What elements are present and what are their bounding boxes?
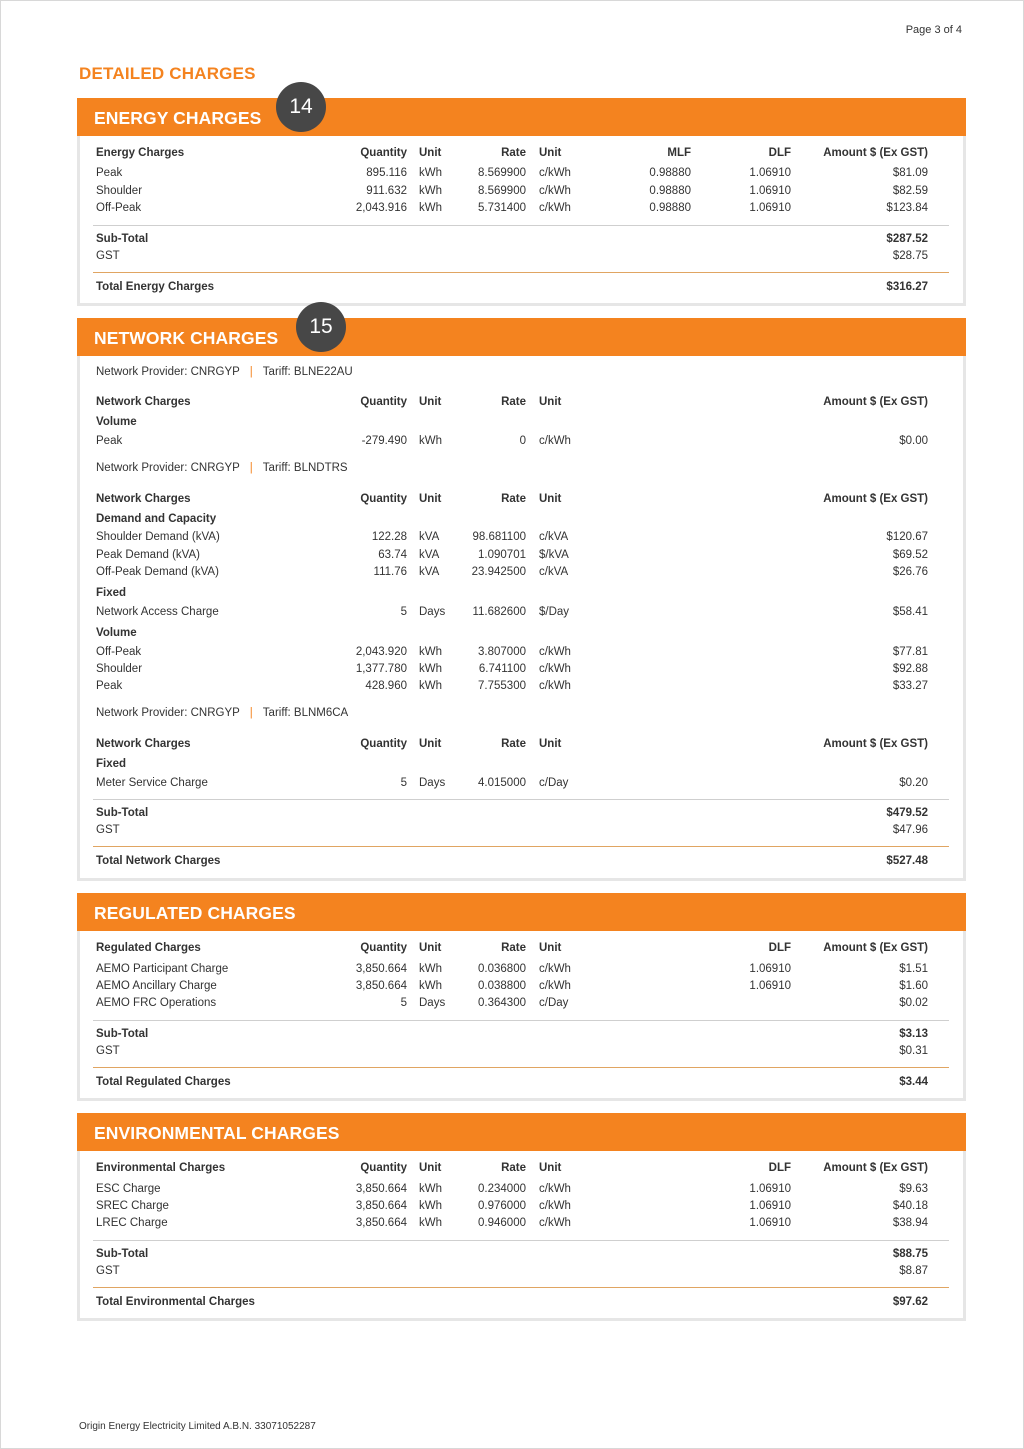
cell-unit: Days — [419, 606, 446, 618]
cell-amount: $120.67 — [886, 531, 928, 543]
network-provider: Network Provider: CNRGYP — [96, 462, 240, 474]
subtotal-row-amount: $287.52 — [886, 233, 928, 245]
page-title: DETAILED CHARGES — [79, 64, 256, 83]
cell-unit: kWh — [419, 1200, 442, 1212]
cell-amount: $92.88 — [892, 663, 928, 675]
cell-unit: Unit — [419, 942, 442, 954]
cell-name: Peak — [96, 167, 123, 179]
network-provider: Network Provider: CNRGYP — [96, 707, 240, 719]
group-label: Demand and Capacity — [96, 513, 217, 525]
cell-dlf: DLF — [768, 1162, 791, 1174]
total-row — [80, 281, 963, 297]
cell-rate: 7.755300 — [478, 680, 526, 692]
total-row-amount: $527.48 — [886, 855, 928, 867]
cell-rate: 23.942500 — [471, 566, 526, 578]
cell-rate: 8.569900 — [478, 167, 526, 179]
cell-rate: Rate — [501, 396, 526, 408]
cell-amount: $58.41 — [892, 606, 928, 618]
cell-amount: $9.63 — [899, 1183, 928, 1195]
cell-runit: c/Day — [539, 997, 569, 1009]
cell-qty: 911.632 — [366, 184, 407, 197]
cell-rate: 0 — [519, 435, 526, 447]
divider — [93, 1287, 949, 1288]
total-row-label: Total Regulated Charges — [96, 1076, 231, 1088]
cell-mlf: 0.98880 — [649, 184, 691, 197]
cell-unit: kWh — [419, 980, 442, 992]
gst-row-amount: $8.87 — [899, 1265, 928, 1277]
cell-unit: Unit — [419, 1162, 442, 1174]
network-provider: Network Provider: CNRGYP — [96, 366, 240, 378]
table-row — [80, 566, 963, 582]
divider — [93, 1067, 949, 1068]
cell-qty: Quantity — [360, 147, 407, 159]
group-label — [80, 416, 963, 432]
cell-runit: c/kWh — [539, 1200, 571, 1212]
cell-name: Environmental Charges — [96, 1162, 226, 1174]
section-header — [77, 893, 966, 931]
separator: | — [249, 707, 253, 719]
gst-row-amount: $0.31 — [899, 1045, 928, 1057]
cell-runit: c/kWh — [539, 646, 571, 658]
tariff-code: Tariff: BLNM6CA — [262, 707, 349, 719]
cell-unit: kVA — [419, 531, 440, 543]
cell-unit: Unit — [419, 738, 442, 750]
tariff-code: Tariff: BLNDTRS — [262, 462, 348, 474]
subtotal-row — [80, 807, 963, 823]
cell-qty: 3,850.664 — [355, 1200, 407, 1212]
cell-unit: kWh — [419, 1217, 442, 1229]
tariff-code: Tariff: BLNE22AU — [262, 366, 353, 378]
divider — [93, 272, 949, 273]
step-badge: 14 — [276, 82, 326, 132]
cell-qty: 1,377.780 — [355, 663, 407, 675]
cell-runit: c/kVA — [539, 531, 569, 543]
cell-qty: 5 — [400, 997, 407, 1009]
table-row — [80, 606, 963, 622]
cell-qty: Quantity — [360, 738, 407, 750]
gst-row — [80, 824, 963, 840]
cell-unit: kWh — [419, 184, 442, 197]
cell-unit: Unit — [419, 147, 442, 159]
cell-amount: $0.00 — [899, 435, 928, 447]
cell-qty: 3,850.664 — [355, 1183, 407, 1195]
cell-name: Regulated Charges — [96, 942, 201, 954]
cell-runit: Unit — [539, 1162, 562, 1174]
cell-amount: Amount $ (Ex GST) — [823, 396, 928, 408]
cell-amount: $69.52 — [892, 548, 928, 561]
cell-runit: c/kWh — [539, 1217, 571, 1229]
group-label — [80, 627, 963, 643]
cell-qty: 5 — [400, 777, 407, 789]
cell-name: Energy Charges — [96, 147, 185, 159]
cell-rate: 8.569900 — [478, 184, 526, 197]
group-label: Volume — [96, 416, 137, 428]
table-row — [80, 646, 963, 662]
cell-unit: kWh — [419, 202, 442, 214]
cell-amount: $1.51 — [899, 963, 928, 975]
gst-row-label: GST — [96, 1045, 120, 1057]
cell-rate: Rate — [501, 147, 526, 159]
cell-rate: 3.807000 — [478, 646, 526, 658]
total-row-label: Total Energy Charges — [96, 281, 215, 293]
table-header — [80, 396, 963, 412]
subtotal-row-label: Sub-Total — [96, 233, 149, 245]
table-row — [80, 680, 963, 696]
cell-rate: Rate — [501, 493, 526, 505]
cell-dlf: 1.06910 — [749, 963, 791, 975]
gst-row — [80, 1045, 963, 1061]
cell-unit: kWh — [419, 167, 442, 179]
cell-runit: c/kWh — [539, 167, 571, 179]
subtotal-row-label: Sub-Total — [96, 1028, 149, 1040]
cell-name: Network Charges — [96, 738, 191, 750]
gst-row — [80, 250, 963, 266]
cell-unit: Unit — [419, 396, 442, 408]
cell-qty: 3,850.664 — [355, 1217, 407, 1229]
network-provider-line — [80, 707, 963, 723]
step-badge: 15 — [296, 302, 346, 352]
cell-name: Off-Peak — [96, 202, 142, 214]
cell-qty: 895.116 — [366, 167, 407, 179]
cell-rate: 5.731400 — [478, 202, 526, 214]
cell-qty: 2,043.916 — [355, 202, 407, 214]
cell-qty: Quantity — [360, 493, 407, 505]
group-label: Fixed — [96, 587, 127, 599]
cell-qty: 2,043.920 — [355, 646, 407, 658]
divider — [93, 799, 949, 800]
footer-company-abn: Origin Energy Electricity Limited A.B.N. 33071052287 — [79, 1421, 316, 1432]
cell-amount: $40.18 — [892, 1200, 928, 1212]
cell-amount: Amount $ (Ex GST) — [823, 738, 928, 750]
cell-name: Peak — [96, 435, 123, 447]
cell-runit: Unit — [539, 738, 562, 750]
cell-dlf: 1.06910 — [749, 1183, 791, 1195]
divider — [93, 1240, 949, 1241]
table-row — [80, 1217, 963, 1233]
cell-name: AEMO FRC Operations — [96, 997, 217, 1009]
regulated-charges-section — [77, 893, 966, 1101]
cell-amount: $0.20 — [899, 777, 928, 789]
gst-row-label: GST — [96, 824, 120, 836]
cell-dlf: 1.06910 — [749, 167, 791, 179]
cell-name: ESC Charge — [96, 1183, 161, 1195]
cell-name: Shoulder — [96, 663, 143, 675]
network-provider-line — [80, 366, 963, 382]
cell-name: Off-Peak Demand (kVA) — [96, 566, 219, 578]
table-row — [80, 1183, 963, 1199]
cell-amount: $123.84 — [886, 202, 928, 214]
cell-dlf: DLF — [768, 147, 791, 159]
network-provider-line — [96, 366, 353, 378]
cell-rate: 4.015000 — [478, 777, 526, 789]
group-label: Volume — [96, 627, 137, 639]
cell-name: Network Charges — [96, 396, 191, 408]
section-header — [77, 1113, 966, 1151]
cell-name: Peak Demand (kVA) — [96, 548, 200, 561]
cell-amount: Amount $ (Ex GST) — [823, 1162, 928, 1174]
network-charges-section — [77, 315, 966, 881]
table-row — [80, 777, 963, 793]
cell-runit: c/kWh — [539, 963, 571, 975]
cell-unit: kWh — [419, 435, 442, 447]
subtotal-row — [80, 233, 963, 249]
subtotal-row-amount: $479.52 — [886, 807, 928, 819]
cell-rate: 0.364300 — [478, 997, 526, 1009]
table-header — [80, 942, 963, 958]
cell-runit: c/kWh — [539, 184, 571, 197]
cell-name: SREC Charge — [96, 1200, 169, 1212]
cell-rate: 98.681100 — [472, 531, 526, 543]
cell-rate: 0.234000 — [478, 1183, 526, 1195]
energy-charges-section — [77, 95, 966, 306]
total-row-amount: $3.44 — [899, 1076, 928, 1088]
network-provider-line — [96, 462, 348, 474]
cell-runit: Unit — [539, 493, 562, 505]
subtotal-row-label: Sub-Total — [96, 807, 149, 819]
cell-unit: kWh — [419, 646, 442, 658]
cell-amount: Amount $ (Ex GST) — [823, 493, 928, 505]
cell-dlf: 1.06910 — [749, 184, 791, 197]
cell-unit: kVA — [419, 566, 440, 578]
section-header — [77, 315, 966, 356]
cell-qty: 122.28 — [371, 531, 407, 543]
cell-rate: Rate — [501, 942, 526, 954]
gst-row-label: GST — [96, 1265, 120, 1277]
cell-name: Network Charges — [96, 493, 191, 505]
cell-rate: Rate — [501, 738, 526, 750]
subtotal-row — [80, 1028, 963, 1044]
cell-name: AEMO Ancillary Charge — [96, 980, 217, 992]
group-label — [80, 587, 963, 603]
cell-runit: c/Day — [539, 777, 569, 789]
cell-rate: Rate — [501, 1162, 526, 1174]
gst-row — [80, 1265, 963, 1281]
gst-row-amount: $28.75 — [892, 250, 928, 262]
separator: | — [249, 462, 253, 474]
subtotal-row-amount: $3.13 — [899, 1028, 928, 1040]
total-row — [80, 1296, 963, 1312]
cell-dlf: 1.06910 — [749, 1200, 791, 1212]
group-label: Fixed — [96, 758, 127, 770]
cell-unit: Days — [419, 777, 446, 789]
table-row — [80, 963, 963, 979]
cell-qty: 111.76 — [373, 566, 407, 578]
table-row — [80, 167, 963, 183]
subtotal-row — [80, 1248, 963, 1264]
cell-runit: $/kVA — [539, 548, 569, 561]
cell-name: Shoulder Demand (kVA) — [96, 531, 220, 543]
cell-runit: Unit — [539, 942, 562, 954]
cell-amount: $1.60 — [899, 980, 928, 992]
cell-mlf: MLF — [667, 147, 691, 159]
cell-rate: 0.946000 — [478, 1217, 526, 1229]
separator: | — [249, 366, 253, 378]
cell-rate: 6.741100 — [478, 663, 526, 675]
table-row — [80, 185, 963, 201]
section-title: ENVIRONMENTAL CHARGES — [94, 1123, 340, 1143]
cell-name: LREC Charge — [96, 1217, 168, 1229]
cell-amount: $77.81 — [892, 646, 928, 658]
cell-qty: 5 — [400, 606, 407, 618]
cell-dlf: 1.06910 — [749, 202, 791, 214]
cell-rate: 11.682600 — [472, 606, 526, 618]
cell-amount: $81.09 — [892, 167, 928, 179]
total-row-label: Total Network Charges — [96, 855, 221, 867]
group-label — [80, 758, 963, 774]
cell-mlf: 0.98880 — [649, 202, 691, 214]
cell-runit: Unit — [539, 147, 562, 159]
table-row — [80, 549, 963, 565]
cell-runit: c/kWh — [539, 202, 571, 214]
cell-amount: Amount $ (Ex GST) — [823, 147, 928, 159]
cell-rate: 0.976000 — [478, 1200, 526, 1212]
cell-qty: 428.960 — [365, 680, 407, 692]
table-header — [80, 147, 963, 163]
cell-amount: $38.94 — [892, 1217, 928, 1229]
cell-unit: kWh — [419, 663, 442, 675]
section-title: ENERGY CHARGES — [94, 108, 262, 128]
cell-amount: $33.27 — [892, 680, 928, 692]
cell-unit: kVA — [419, 548, 440, 561]
table-header — [80, 1162, 963, 1178]
section-title: REGULATED CHARGES — [94, 903, 296, 923]
total-row-label: Total Environmental Charges — [96, 1296, 255, 1308]
section-header — [77, 95, 966, 136]
cell-runit: c/kWh — [539, 435, 571, 447]
cell-mlf: 0.98880 — [649, 167, 691, 179]
cell-qty: 3,850.664 — [355, 980, 407, 992]
cell-amount: $82.59 — [892, 184, 928, 197]
environmental-charges-section — [77, 1113, 966, 1321]
cell-qty: Quantity — [360, 942, 407, 954]
table-row — [80, 997, 963, 1013]
divider — [93, 1020, 949, 1021]
page-number: Page 3 of 4 — [905, 24, 962, 36]
cell-unit: Days — [419, 997, 446, 1009]
table-row — [80, 531, 963, 547]
cell-dlf: 1.06910 — [749, 1217, 791, 1229]
table-row — [80, 435, 963, 451]
divider — [93, 225, 949, 226]
subtotal-row-label: Sub-Total — [96, 1248, 149, 1260]
divider — [93, 846, 949, 847]
cell-amount: Amount $ (Ex GST) — [823, 942, 928, 954]
cell-qty: Quantity — [360, 1162, 407, 1174]
section-title: NETWORK CHARGES — [94, 328, 279, 348]
cell-qty: 3,850.664 — [355, 963, 407, 975]
network-provider-line — [96, 707, 348, 719]
cell-unit: kWh — [419, 963, 442, 975]
cell-dlf: DLF — [768, 942, 791, 954]
cell-qty: -279.490 — [361, 435, 407, 447]
cell-name: AEMO Participant Charge — [96, 963, 229, 975]
total-row — [80, 1076, 963, 1092]
total-row — [80, 855, 963, 871]
cell-runit: c/kVA — [539, 566, 569, 578]
cell-name: Off-Peak — [96, 646, 142, 658]
cell-name: Shoulder — [96, 184, 143, 197]
gst-row-label: GST — [96, 250, 120, 262]
cell-qty: 63.74 — [378, 548, 407, 561]
cell-runit: c/kWh — [539, 980, 571, 992]
total-row-amount: $97.62 — [892, 1296, 928, 1308]
cell-name: Peak — [96, 680, 123, 692]
cell-name: Network Access Charge — [96, 606, 219, 618]
cell-dlf: 1.06910 — [749, 980, 791, 992]
cell-rate: 0.036800 — [478, 963, 526, 975]
table-row — [80, 202, 963, 218]
network-provider-line — [80, 462, 963, 478]
cell-runit: $/Day — [539, 606, 570, 618]
cell-runit: Unit — [539, 396, 562, 408]
cell-unit: Unit — [419, 493, 442, 505]
cell-unit: kWh — [419, 1183, 442, 1195]
cell-runit: c/kWh — [539, 663, 571, 675]
table-header — [80, 493, 963, 509]
table-header — [80, 738, 963, 754]
table-row — [80, 663, 963, 679]
gst-row-amount: $47.96 — [892, 824, 928, 836]
subtotal-row-amount: $88.75 — [892, 1248, 928, 1260]
cell-qty: Quantity — [360, 396, 407, 408]
table-row — [80, 1200, 963, 1216]
cell-runit: c/kWh — [539, 1183, 571, 1195]
cell-amount: $26.76 — [892, 566, 928, 578]
group-label — [80, 513, 963, 529]
cell-amount: $0.02 — [899, 997, 928, 1009]
cell-runit: c/kWh — [539, 680, 571, 692]
cell-rate: 1.090701 — [478, 548, 526, 561]
total-row-amount: $316.27 — [886, 281, 928, 293]
table-row — [80, 980, 963, 996]
cell-name: Meter Service Charge — [96, 777, 208, 789]
cell-rate: 0.038800 — [478, 980, 526, 992]
cell-unit: kWh — [419, 680, 442, 692]
